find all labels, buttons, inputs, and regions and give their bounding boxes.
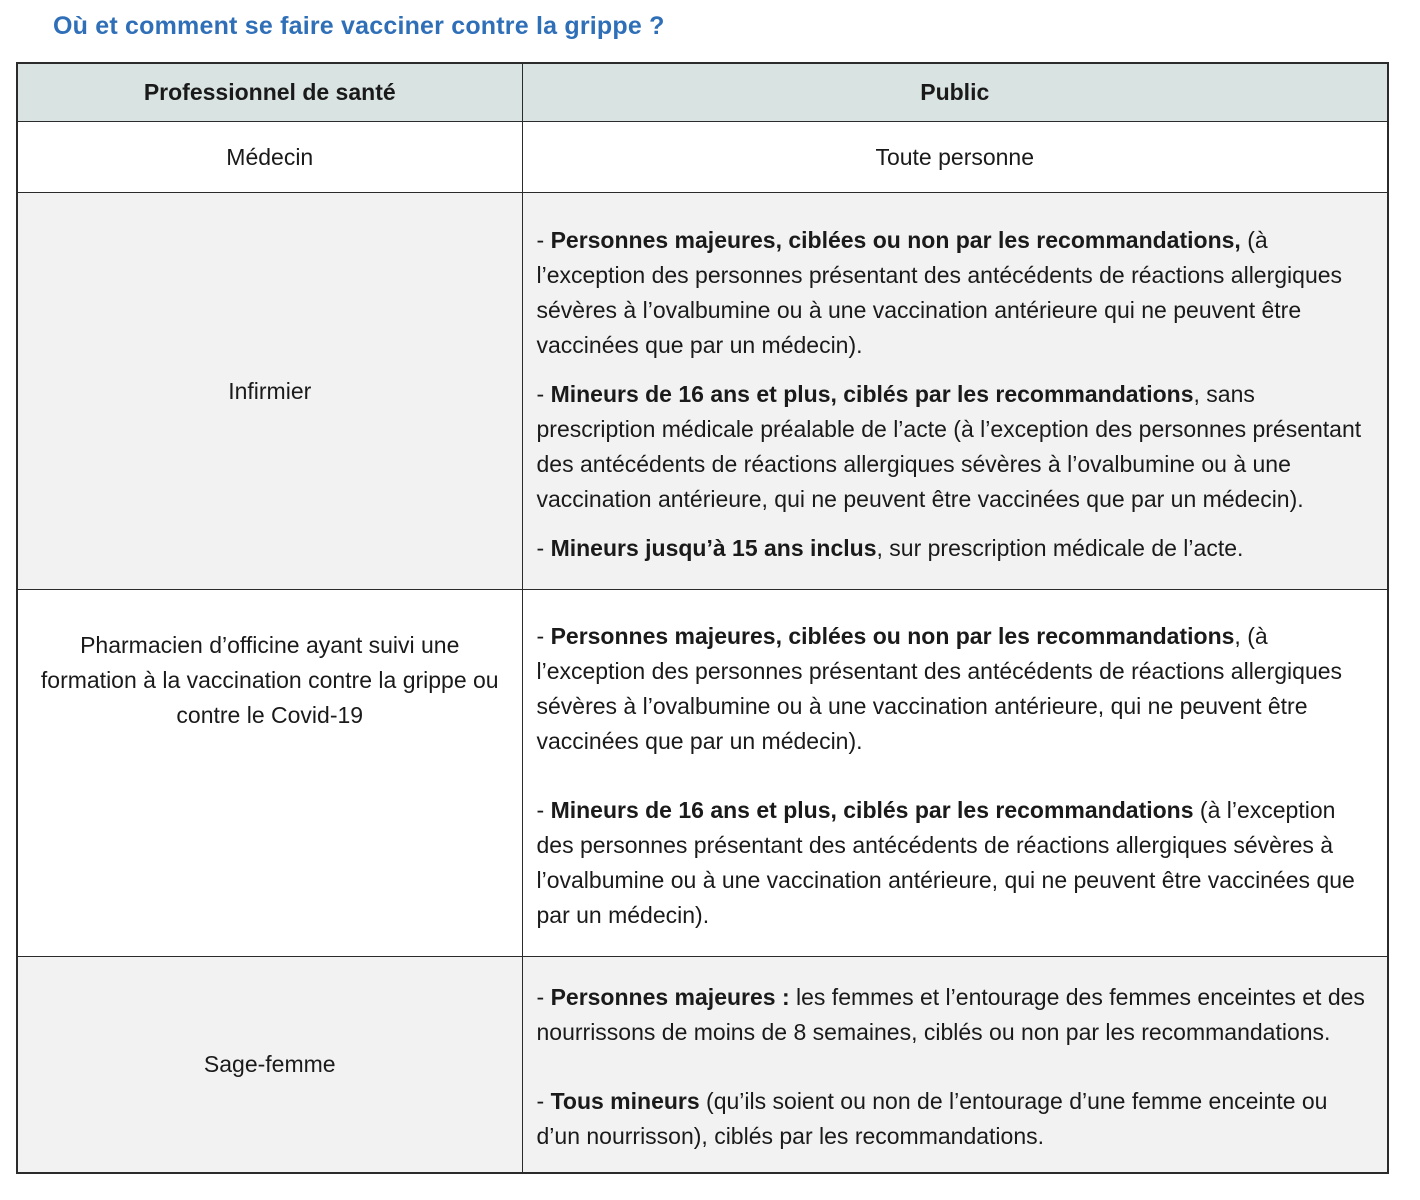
public-cell: Toute personne: [522, 122, 1388, 193]
public-cell: [522, 957, 1388, 1173]
page-title: Où et comment se faire vacciner contre la grippe ?: [53, 12, 665, 40]
professional-cell: Médecin: [17, 122, 522, 193]
professional-cell: Sage-femme: [17, 957, 522, 1173]
public-entry: - Personnes majeures, ciblées ou non par les recommandations, (à l’exception des personnes présentant des antécédents de réactions allergiques sévères à l’ovalbumine ou à une vaccination antérieure, qui ne peuvent être vaccinées que par un médecin).: [536, 623, 1343, 754]
entry-bold: Personnes majeures, ciblées ou non par les recommandations: [550, 623, 1235, 649]
header-public: Public: [522, 63, 1388, 122]
entry-bold: Mineurs de 16 ans et plus, ciblés par les recommandations: [550, 797, 1194, 823]
public-entry: - Mineurs jusqu’à 15 ans inclus, sur prescription médicale de l’acte.: [536, 534, 1244, 561]
professional-cell: Pharmacien d’officine ayant suivi une formation à la vaccination contre la grippe ou contre le Covid-19: [17, 590, 522, 957]
vaccination-table: [16, 62, 1389, 1174]
table-row: [17, 193, 1388, 590]
public-cell: [522, 193, 1388, 590]
public-entry: - Tous mineurs (qu’ils soient ou non de l’entourage d’une femme enceinte ou d’un nourrisson), ciblés par les recommandations.: [536, 1088, 1328, 1150]
table-row: [17, 957, 1388, 1173]
table-row: [17, 590, 1388, 957]
header-professional: Professionnel de santé: [17, 63, 522, 122]
entry-bold: Mineurs jusqu’à 15 ans inclus: [550, 534, 877, 561]
entry-bold: Mineurs de 16 ans et plus, ciblés par les recommandations: [550, 380, 1194, 407]
entry-bold: Tous mineurs: [550, 1088, 700, 1115]
public-entry: - Mineurs de 16 ans et plus, ciblés par les recommandations (à l’exception des personnes présentant des antécédents de réactions allergiques sévères à l’ovalbumine ou à une vaccination antérieure, qui ne peuvent être vaccinées que par un médecin).: [536, 797, 1355, 928]
entry-bold: Personnes majeures :: [550, 984, 790, 1011]
table-row: [17, 122, 1388, 193]
public-entry: - Personnes majeures : les femmes et l’entourage des femmes enceintes et des nourrissons de moins de 8 semaines, ciblés ou non par les recommandations.: [536, 984, 1365, 1046]
public-entry: - Personnes majeures, ciblées ou non par les recommandations, (à l’exception des personnes présentant des antécédents de réactions allergiques sévères à l’ovalbumine ou à une vaccination antérieure qui ne peuvent être vaccinées que par un médecin).: [536, 226, 1343, 358]
public-entry: - Mineurs de 16 ans et plus, ciblés par les recommandations, sans prescription médicale préalable de l’acte (à l’exception des personnes présentant des antécédents de réactions allergiques sévères à l’ovalbumine ou à une vaccination antérieure, qui ne peuvent être vaccinées que par un médecin).: [536, 380, 1362, 512]
table-header-row: [17, 63, 1388, 122]
entry-bold: Personnes majeures, ciblées ou non par les recommandations,: [550, 226, 1241, 253]
professional-cell: Infirmier: [17, 193, 522, 590]
public-cell: [522, 590, 1388, 957]
